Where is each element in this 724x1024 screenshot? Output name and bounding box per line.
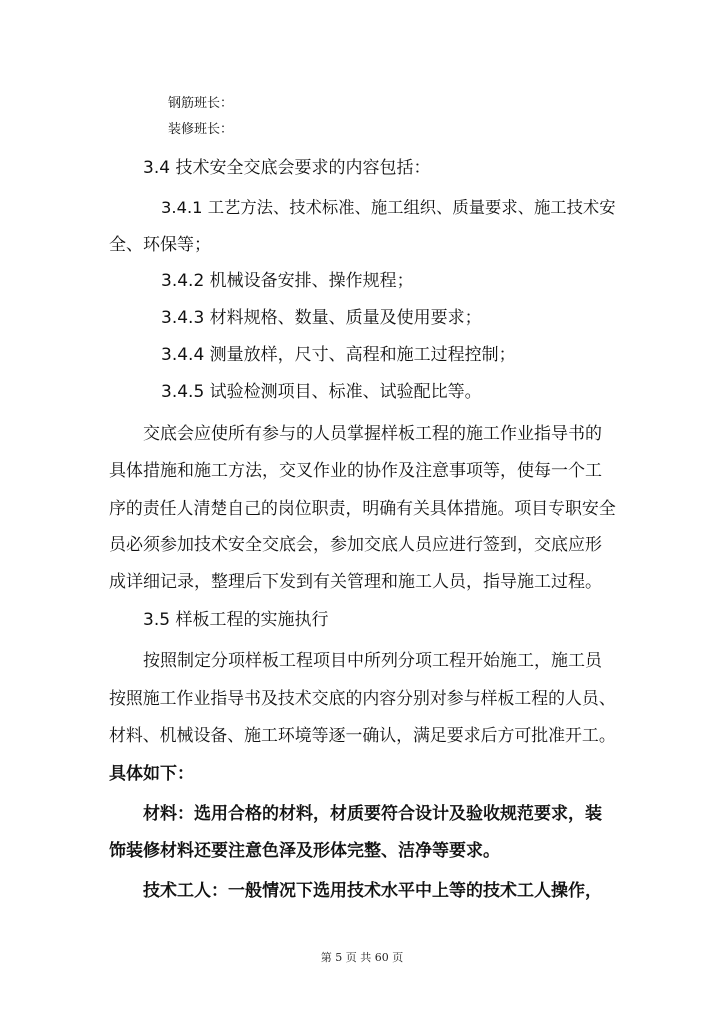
paragraph-2-line1: 按照制定分项样板工程项目中所列分项工程开始施工，施工员 (143, 651, 602, 671)
paragraph-1-line1: 交底会应使所有参与的人员掌握样板工程的施工作业指导书的 (143, 424, 602, 444)
rebar-leader-signature: 钢筋班长： (168, 96, 234, 111)
item-3-4-2: 3.4.2 机械设备安排、操作规程； (161, 271, 414, 291)
details-heading: 具体如下： (109, 764, 194, 784)
item-3-4-3: 3.4.3 材料规格、数量、质量及使用要求； (161, 308, 482, 328)
item-3-4-4: 3.4.4 测量放样，尺寸、高程和施工过程控制； (161, 345, 516, 365)
paragraph-1-line5: 成详细记录，整理后下发到有关管理和施工人员，指导施工过程。 (109, 572, 602, 592)
item-3-4-1-line2: 全、环保等； (109, 235, 211, 255)
paragraph-2-line3: 材料、机械设备、施工环境等逐一确认，满足要求后方可批准开工。 (109, 725, 616, 745)
page-number-footer: 第 5 页 共 60 页 (320, 951, 404, 964)
item-3-4-1-line1: 3.4.1 工艺方法、技术标准、施工组织、质量要求、施工技术安 (161, 198, 616, 217)
workers-line1: 技术工人：一般情况下选用技术水平中上等的技术工人操作， (143, 881, 602, 901)
paragraph-1-line4: 员必须参加技术安全交底会，参加交底人员应进行签到，交底应形 (109, 535, 602, 555)
materials-line1: 材料：选用合格的材料，材质要符合设计及验收规范要求，装 (143, 804, 602, 824)
decoration-leader-signature: 装修班长： (168, 122, 234, 137)
paragraph-1-line3: 序的责任人清楚自己的岗位职责，明确有关具体措施。项目专职安全 (109, 498, 616, 518)
paragraph-2-line2: 按照施工作业指导书及技术交底的内容分别对参与样板工程的人员、 (109, 688, 616, 708)
materials-line2: 饰装修材料还要注意色泽及形体完整、洁净等要求。 (109, 841, 500, 861)
section-3-5-heading: 3.5 样板工程的实施执行 (143, 610, 329, 630)
section-3-4-heading: 3.4 技术安全交底会要求的内容包括： (143, 158, 431, 178)
item-3-4-5: 3.4.5 试验检测项目、标准、试验配比等。 (161, 382, 482, 402)
paragraph-1-line2: 具体措施和施工方法，交叉作业的协作及注意事项等，使每一个工 (109, 461, 602, 481)
